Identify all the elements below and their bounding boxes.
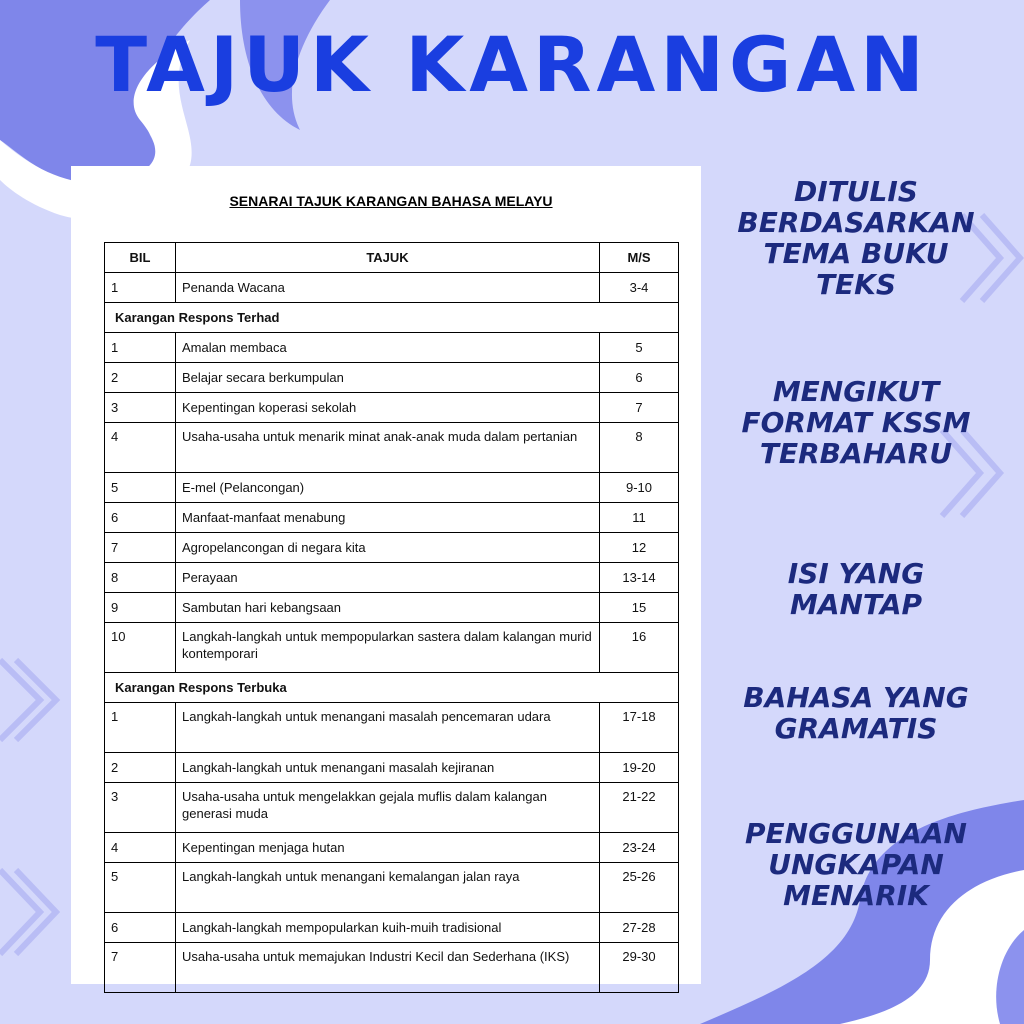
feature-callout: MENGIKUT FORMAT KSSM TERBAHARU (741, 375, 971, 470)
row-number: 5 (105, 863, 176, 913)
table-row (105, 333, 679, 363)
table-row (105, 423, 679, 473)
table-row (105, 913, 679, 943)
row-title: Usaha-usaha untuk mengelakkan gejala muflis dalam kalangan generasi muda (176, 783, 600, 833)
table-row (105, 503, 679, 533)
column-header-ms: M/S (600, 243, 679, 273)
table-row (105, 783, 679, 833)
row-number: 1 (105, 273, 176, 303)
row-title: Usaha-usaha untuk memajukan Industri Kecil dan Sederhana (IKS) (176, 943, 600, 993)
table-row (105, 363, 679, 393)
table-row (105, 623, 679, 673)
row-title: Langkah-langkah untuk menangani masalah kejiranan (176, 753, 600, 783)
section-header-row (105, 303, 679, 333)
column-header-bil: BIL (105, 243, 176, 273)
table-row (105, 943, 679, 993)
row-page: 17-18 (600, 703, 679, 753)
document-page (71, 166, 701, 984)
row-number: 4 (105, 833, 176, 863)
section-title: Karangan Respons Terhad (105, 303, 679, 333)
row-page: 29-30 (600, 943, 679, 993)
row-page: 13-14 (600, 563, 679, 593)
row-page: 23-24 (600, 833, 679, 863)
table-body (105, 273, 679, 993)
row-number: 1 (105, 333, 176, 363)
row-page: 6 (600, 363, 679, 393)
row-number: 2 (105, 363, 176, 393)
feature-callout: BAHASA YANG GRAMATIS (743, 681, 969, 745)
row-title: Usaha-usaha untuk menarik minat anak-anak muda dalam pertanian (176, 423, 600, 473)
table-row (105, 473, 679, 503)
row-title: Amalan membaca (176, 333, 600, 363)
document-heading: SENARAI TAJUK KARANGAN BAHASA MELAYU (229, 193, 553, 209)
row-title: E-mel (Pelancongan) (176, 473, 600, 503)
feature-callout: PENGGUNAAN UNGKAPAN MENARIK (745, 817, 967, 912)
row-number: 1 (105, 703, 176, 753)
row-page: 8 (600, 423, 679, 473)
row-number: 2 (105, 753, 176, 783)
row-title: Langkah-langkah untuk mempopularkan sastera dalam kalangan murid kontemporari (176, 623, 600, 673)
table-row (105, 273, 679, 303)
row-page: 11 (600, 503, 679, 533)
row-number: 4 (105, 423, 176, 473)
row-number: 6 (105, 503, 176, 533)
row-page: 12 (600, 533, 679, 563)
row-number: 10 (105, 623, 176, 673)
feature-list (724, 0, 988, 1024)
row-number: 6 (105, 913, 176, 943)
table-row (105, 393, 679, 423)
row-page: 5 (600, 333, 679, 363)
row-number: 9 (105, 593, 176, 623)
row-title: Agropelancongan di negara kita (176, 533, 600, 563)
row-title: Perayaan (176, 563, 600, 593)
row-page: 19-20 (600, 753, 679, 783)
feature-callout: DITULIS BERDASARKAN TEMA BUKU TEKS (737, 175, 975, 301)
section-title: Karangan Respons Terbuka (105, 673, 679, 703)
row-title: Kepentingan menjaga hutan (176, 833, 600, 863)
row-page: 7 (600, 393, 679, 423)
row-number: 7 (105, 943, 176, 993)
table-row (105, 833, 679, 863)
row-page: 15 (600, 593, 679, 623)
row-number: 5 (105, 473, 176, 503)
row-title: Langkah-langkah untuk menangani masalah pencemaran udara (176, 703, 600, 753)
row-title: Penanda Wacana (176, 273, 600, 303)
section-header-row (105, 673, 679, 703)
row-number: 3 (105, 393, 176, 423)
table-row (105, 563, 679, 593)
row-title: Langkah-langkah untuk menangani kemalangan jalan raya (176, 863, 600, 913)
row-page: 16 (600, 623, 679, 673)
feature-callout: ISI YANG MANTAP (787, 557, 925, 621)
table-row (105, 753, 679, 783)
page-title: TAJUK KARANGAN (95, 20, 929, 109)
row-page: 25-26 (600, 863, 679, 913)
table-header-row (105, 243, 679, 273)
table-row (105, 533, 679, 563)
row-title: Sambutan hari kebangsaan (176, 593, 600, 623)
row-number: 8 (105, 563, 176, 593)
row-title: Kepentingan koperasi sekolah (176, 393, 600, 423)
row-number: 7 (105, 533, 176, 563)
row-page: 3-4 (600, 273, 679, 303)
table-row (105, 703, 679, 753)
column-header-tajuk: TAJUK (176, 243, 600, 273)
row-title: Langkah-langkah mempopularkan kuih-muih tradisional (176, 913, 600, 943)
topics-table (104, 242, 679, 993)
row-page: 21-22 (600, 783, 679, 833)
row-title: Belajar secara berkumpulan (176, 363, 600, 393)
table-row (105, 593, 679, 623)
table-row (105, 863, 679, 913)
row-page: 27-28 (600, 913, 679, 943)
row-title: Manfaat-manfaat menabung (176, 503, 600, 533)
row-page: 9-10 (600, 473, 679, 503)
row-number: 3 (105, 783, 176, 833)
